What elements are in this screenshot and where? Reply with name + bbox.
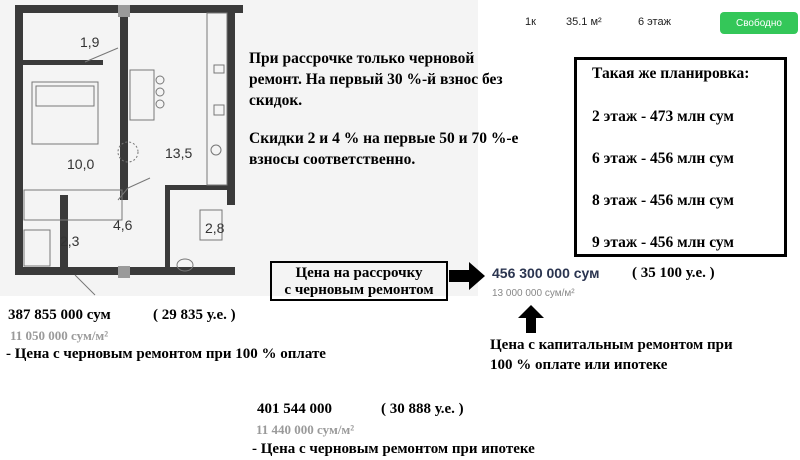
- same-layout-title: Такая же планировка:: [592, 65, 750, 82]
- apartment-floor: 6 этаж: [638, 16, 671, 28]
- door-swing-1: [85, 48, 118, 62]
- same-layout-floor-price: 6 этаж - 456 млн сум: [592, 150, 734, 167]
- mortgage-price-per-sqm: 11 440 000 сум/м²: [256, 422, 355, 437]
- plan-wall-left: [15, 5, 23, 275]
- door-swing-2: [128, 178, 150, 188]
- full-payment-price: 387 855 000 сум: [8, 307, 111, 323]
- installment-note: [249, 48, 529, 170]
- arrow-up-icon: [518, 305, 544, 333]
- plan-wall-wc-top: [165, 185, 235, 190]
- same-layout-floor-price: 9 этаж - 456 млн сум: [592, 234, 734, 251]
- main-price: 456 300 000 сум: [492, 265, 600, 281]
- installment-note-line: Скидки 2 и 4 % на первые 50 и 70 %-е взносы соответственно.: [249, 130, 519, 168]
- arrow-right-icon: [449, 262, 485, 290]
- same-layout-box: [574, 57, 787, 257]
- plan-wall-right: [227, 5, 235, 205]
- mortgage-price: 401 544 000: [257, 401, 332, 417]
- room-area-label: 1,9: [80, 34, 100, 50]
- room-area-label: 13,5: [165, 145, 193, 161]
- mortgage-price-usd: ( 30 888 у.е. ): [381, 401, 464, 417]
- room-area-label: 2,8: [205, 220, 225, 236]
- plan-column-bottom: [118, 266, 130, 278]
- plan-wall-wc-left: [165, 185, 170, 275]
- room-area-label: 2,3: [60, 233, 80, 249]
- kitchen-hob-1: [214, 65, 224, 73]
- bath-shelf: [24, 230, 50, 266]
- bed: [32, 82, 98, 144]
- dining-table: [130, 70, 154, 120]
- apartment-area: 35.1 м²: [566, 16, 602, 28]
- plan-wall-corridor: [23, 60, 103, 65]
- capital-repair-note: [490, 335, 733, 375]
- same-layout-floor-price: 2 этаж - 473 млн сум: [592, 108, 734, 125]
- capital-note-line: 100 % оплате или ипотеке: [490, 357, 668, 373]
- status-badge[interactable]: Свободно: [720, 12, 798, 34]
- plan-column-top: [118, 5, 130, 17]
- callout-line: с черновым ремонтом: [284, 282, 434, 298]
- kitchen-counter: [207, 13, 227, 185]
- callout-line: Цена на рассрочку: [295, 265, 423, 281]
- full-payment-price-per-sqm: 11 050 000 сум/м²: [10, 328, 109, 343]
- installment-note-line: При рассрочке только черновой ремонт. На первый 30 %-й взнос без скидок.: [249, 50, 503, 109]
- rooms-count: 1к: [525, 16, 536, 28]
- room-area-label: 10,0: [67, 156, 95, 172]
- mortgage-description: - Цена с черновым ремонтом при ипотеке: [252, 441, 535, 457]
- full-payment-price-usd: ( 29 835 у.е. ): [153, 307, 236, 323]
- installment-price-callout: [270, 261, 448, 301]
- kitchen-hob-2: [211, 145, 221, 155]
- main-price-per-sqm: 13 000 000 сум/м²: [492, 288, 575, 299]
- same-layout-floor-price: 8 этаж - 456 млн сум: [592, 192, 734, 209]
- plan-wall-middle: [120, 5, 128, 200]
- main-price-usd: ( 35 100 у.е. ): [632, 265, 715, 281]
- entrance-door: [75, 275, 95, 295]
- wardrobe: [24, 190, 122, 220]
- room-area-label: 4,6: [113, 217, 133, 233]
- capital-note-line: Цена с капитальным ремонтом при: [490, 337, 733, 353]
- kitchen-sink: [214, 105, 224, 115]
- full-payment-description: - Цена с черновым ремонтом при 100 % оплате: [6, 346, 326, 362]
